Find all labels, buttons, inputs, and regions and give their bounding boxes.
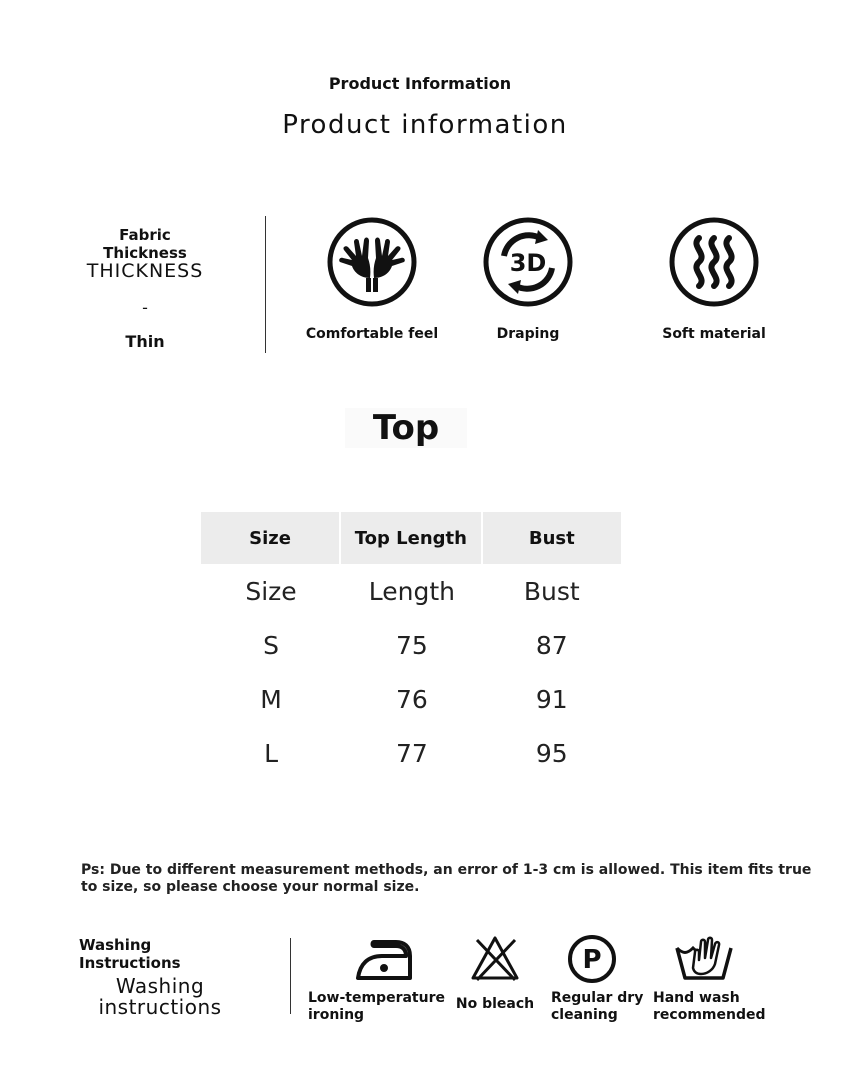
waves-icon <box>668 216 760 308</box>
table-cell: 91 <box>535 684 568 714</box>
fabric-divider <box>265 216 266 353</box>
table-cell: 87 <box>535 630 568 660</box>
section-title-small: Product Information <box>328 74 512 93</box>
table-row <box>201 618 621 672</box>
care-label <box>653 990 773 1024</box>
table-cell: Bust <box>523 576 580 606</box>
washing-subtitle-line2: instructions <box>98 995 222 1019</box>
care-hand-wash <box>653 930 773 1024</box>
care-label-line1: Hand wash <box>653 990 740 1006</box>
care-no-bleach <box>455 934 535 1013</box>
table-row <box>201 672 621 726</box>
table-header-row <box>201 512 621 564</box>
table-cell: M <box>260 684 282 714</box>
care-label-line1: Regular dry <box>551 990 644 1006</box>
section-title-large: Product information <box>282 110 568 140</box>
iron-icon <box>352 934 414 982</box>
care-low-temp-ironing <box>308 934 448 1024</box>
3d-icon <box>482 216 574 308</box>
fabric-thickness-separator: - <box>142 298 148 317</box>
fabric-thickness-label: THICKNESS <box>86 260 204 282</box>
washing-instructions-subtitle <box>95 976 225 1018</box>
fabric-thickness-title: Fabric Thickness <box>103 226 187 262</box>
table-cell: L <box>264 738 278 768</box>
feature-draping <box>448 216 608 342</box>
care-label: No bleach <box>455 996 535 1012</box>
3d-icon-text: 3D <box>509 249 547 277</box>
table-cell: 95 <box>535 738 568 768</box>
table-cell: 75 <box>395 630 428 660</box>
table-cell: S <box>263 630 279 660</box>
hands-icon <box>326 216 418 308</box>
washing-subtitle-line1: Washing <box>115 974 205 998</box>
washing-instructions-title: Washing Instructions <box>79 936 181 972</box>
no-bleach-icon <box>469 934 521 982</box>
feature-label: Draping <box>496 326 560 342</box>
table-row <box>201 726 621 780</box>
size-chart-title: Top <box>345 408 467 448</box>
table-header-size: Size <box>201 512 341 564</box>
feature-comfortable-feel <box>292 216 452 342</box>
dry-clean-icon-text: P <box>582 945 602 975</box>
care-label-line2: cleaning <box>551 1007 618 1023</box>
table-cell: 76 <box>395 684 428 714</box>
feature-soft-material <box>634 216 794 342</box>
care-label <box>308 990 448 1024</box>
care-label-line2: recommended <box>653 1007 766 1023</box>
care-label-line2: ironing <box>308 1007 365 1023</box>
table-cell: Length <box>368 576 455 606</box>
table-header-top-length: Top Length <box>341 512 483 564</box>
size-table <box>201 512 621 780</box>
feature-label: Soft material <box>662 326 766 342</box>
care-dry-cleaning <box>551 934 651 1024</box>
table-header-bust: Bust <box>483 512 621 564</box>
table-row <box>201 564 621 618</box>
table-cell: 77 <box>395 738 428 768</box>
washing-divider <box>290 938 291 1014</box>
care-label <box>551 990 651 1024</box>
feature-label: Comfortable feel <box>305 326 439 342</box>
hand-wash-icon <box>673 930 735 982</box>
dry-clean-icon <box>567 934 617 984</box>
fabric-thickness-value: Thin <box>125 332 165 351</box>
table-cell: Size <box>245 576 297 606</box>
measurement-note: Ps: Due to different measurement methods, an error of 1-3 cm is allowed. This item fits true to size, so please choose your normal size. <box>81 862 812 895</box>
care-label-line1: Low-temperature <box>308 990 445 1006</box>
